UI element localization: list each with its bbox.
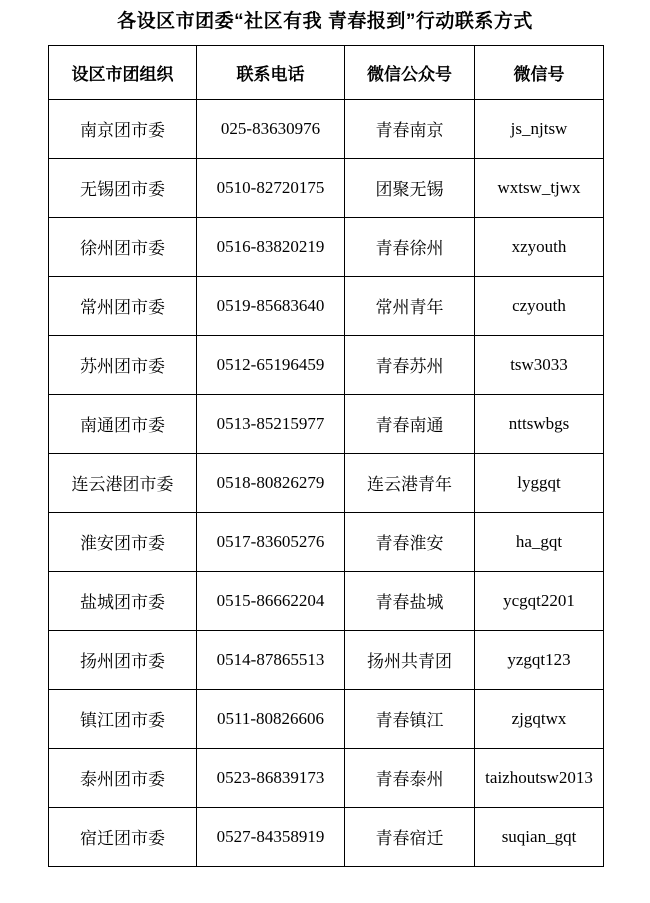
cell-wechat-id: js_njtsw	[475, 99, 604, 158]
column-header-organization: 设区市团组织	[49, 45, 197, 99]
cell-wechat-id: nttswbgs	[475, 394, 604, 453]
contact-table	[48, 45, 604, 867]
cell-phone: 0514-87865513	[197, 630, 345, 689]
table-row	[49, 158, 604, 217]
cell-wechat-public: 扬州共青团	[345, 630, 475, 689]
cell-wechat-id: ycgqt2201	[475, 571, 604, 630]
cell-organization: 苏州团市委	[49, 335, 197, 394]
cell-organization: 扬州团市委	[49, 630, 197, 689]
table-row	[49, 689, 604, 748]
cell-wechat-id: taizhoutsw2013	[475, 748, 604, 807]
cell-wechat-id: suqian_gqt	[475, 807, 604, 866]
cell-wechat-public: 常州青年	[345, 276, 475, 335]
cell-wechat-public: 青春盐城	[345, 571, 475, 630]
table-row	[49, 807, 604, 866]
cell-organization: 镇江团市委	[49, 689, 197, 748]
cell-organization: 宿迁团市委	[49, 807, 197, 866]
cell-wechat-public: 青春宿迁	[345, 807, 475, 866]
cell-wechat-public: 青春泰州	[345, 748, 475, 807]
cell-organization: 盐城团市委	[49, 571, 197, 630]
cell-phone: 0516-83820219	[197, 217, 345, 276]
cell-wechat-id: xzyouth	[475, 217, 604, 276]
cell-phone: 0527-84358919	[197, 807, 345, 866]
cell-phone: 0517-83605276	[197, 512, 345, 571]
table-row	[49, 99, 604, 158]
cell-phone: 0515-86662204	[197, 571, 345, 630]
cell-wechat-public: 青春南通	[345, 394, 475, 453]
cell-wechat-id: wxtsw_tjwx	[475, 158, 604, 217]
table-row	[49, 276, 604, 335]
table-row	[49, 335, 604, 394]
cell-wechat-id: zjgqtwx	[475, 689, 604, 748]
cell-organization: 无锡团市委	[49, 158, 197, 217]
cell-organization: 南通团市委	[49, 394, 197, 453]
table-row	[49, 748, 604, 807]
cell-phone: 025-83630976	[197, 99, 345, 158]
cell-wechat-id: tsw3033	[475, 335, 604, 394]
cell-phone: 0513-85215977	[197, 394, 345, 453]
cell-phone: 0523-86839173	[197, 748, 345, 807]
cell-organization: 常州团市委	[49, 276, 197, 335]
cell-wechat-id: ha_gqt	[475, 512, 604, 571]
column-header-phone: 联系电话	[197, 45, 345, 99]
table-row	[49, 453, 604, 512]
cell-organization: 泰州团市委	[49, 748, 197, 807]
cell-wechat-id: czyouth	[475, 276, 604, 335]
table-header	[49, 45, 604, 99]
contact-table-container	[0, 45, 650, 867]
cell-phone: 0510-82720175	[197, 158, 345, 217]
cell-wechat-id: yzgqt123	[475, 630, 604, 689]
cell-phone: 0512-65196459	[197, 335, 345, 394]
table-row	[49, 630, 604, 689]
cell-phone: 0511-80826606	[197, 689, 345, 748]
column-header-wechat-id: 微信号	[475, 45, 604, 99]
cell-wechat-public: 青春镇江	[345, 689, 475, 748]
cell-wechat-id: lyggqt	[475, 453, 604, 512]
table-header-row	[49, 45, 604, 99]
cell-wechat-public: 青春南京	[345, 99, 475, 158]
cell-wechat-public: 青春徐州	[345, 217, 475, 276]
cell-wechat-public: 青春淮安	[345, 512, 475, 571]
table-row	[49, 512, 604, 571]
cell-organization: 徐州团市委	[49, 217, 197, 276]
cell-wechat-public: 连云港青年	[345, 453, 475, 512]
cell-organization: 淮安团市委	[49, 512, 197, 571]
cell-organization: 南京团市委	[49, 99, 197, 158]
page-title: 各设区市团委“社区有我 青春报到”行动联系方式	[117, 11, 533, 32]
table-row	[49, 217, 604, 276]
column-header-wechat-public: 微信公众号	[345, 45, 475, 99]
cell-wechat-public: 团聚无锡	[345, 158, 475, 217]
cell-phone: 0519-85683640	[197, 276, 345, 335]
cell-organization: 连云港团市委	[49, 453, 197, 512]
cell-phone: 0518-80826279	[197, 453, 345, 512]
cell-wechat-public: 青春苏州	[345, 335, 475, 394]
table-row	[49, 571, 604, 630]
table-row	[49, 394, 604, 453]
table-body	[49, 99, 604, 866]
